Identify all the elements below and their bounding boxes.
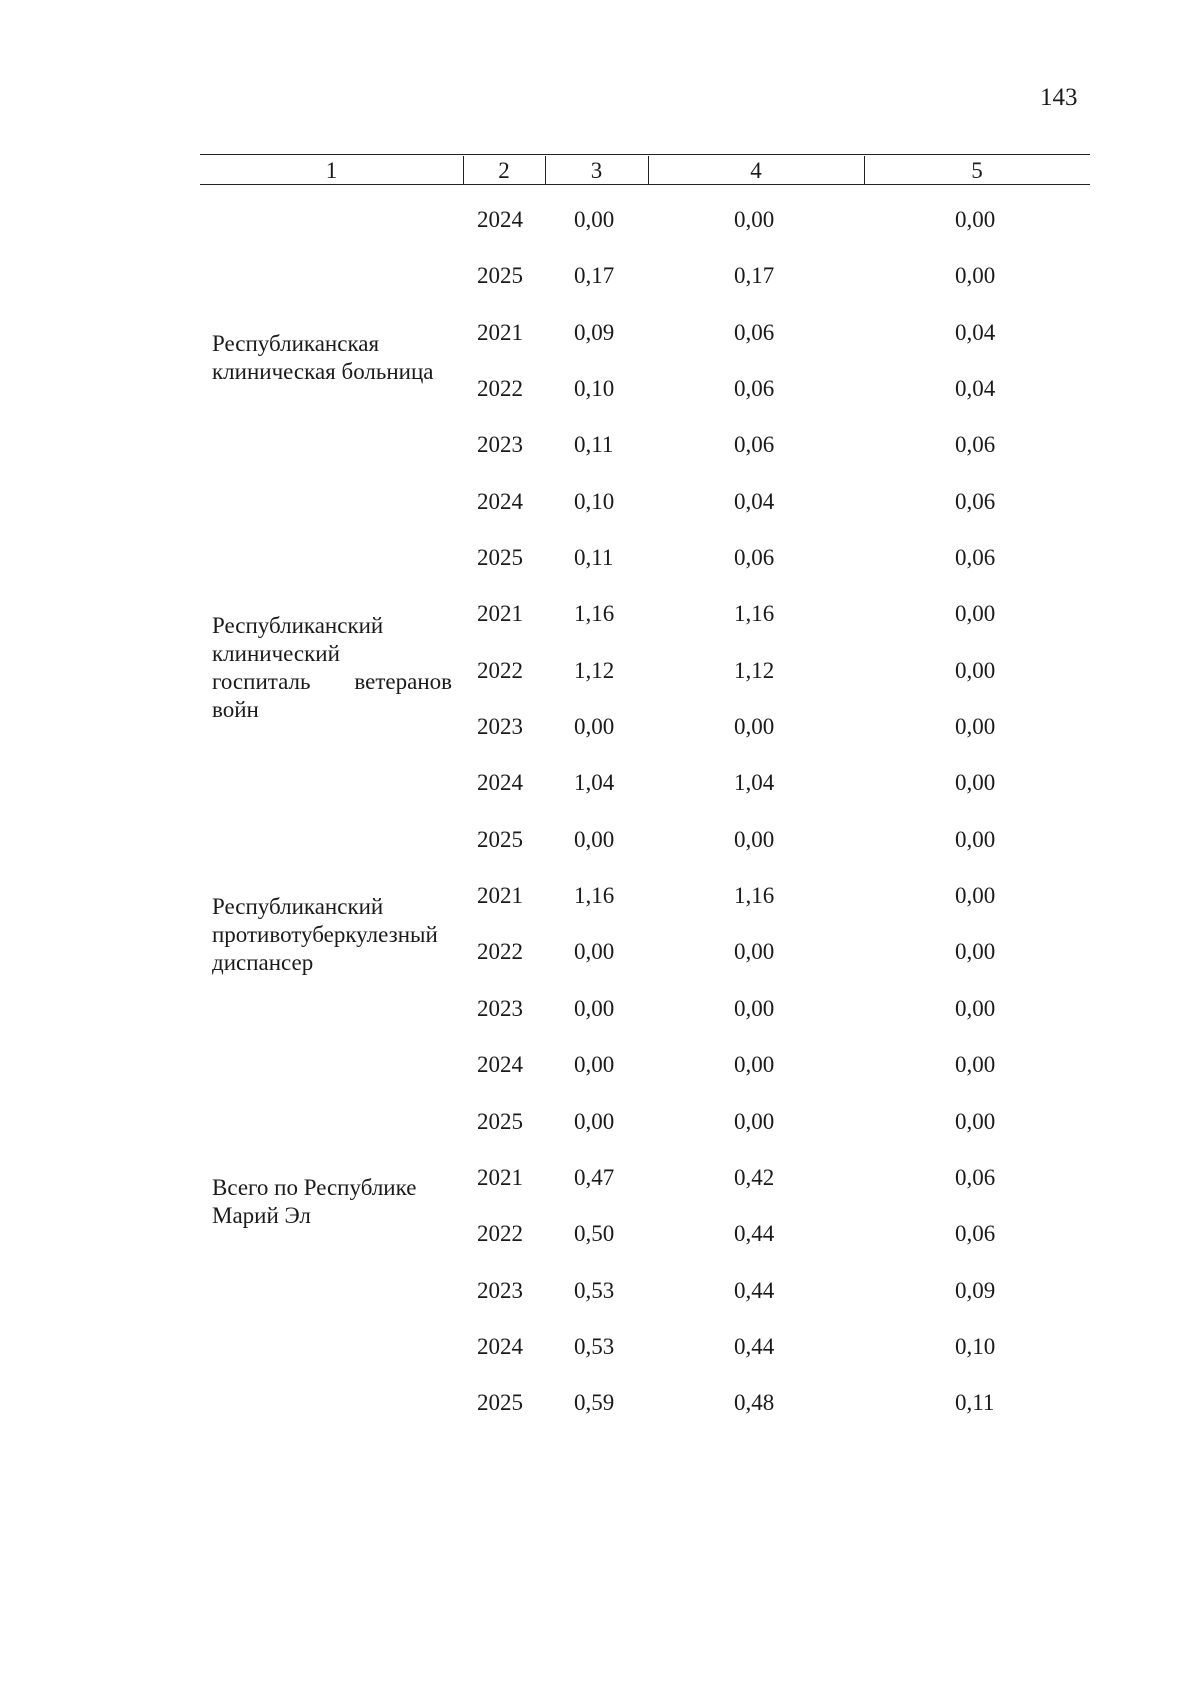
- header-col-3: 3: [590, 158, 603, 183]
- col4-cell: 0,00: [734, 714, 775, 740]
- col4-cell: 0,00: [734, 995, 775, 1021]
- col5-cell: 0,00: [955, 714, 996, 740]
- col5-cell: 0,11: [955, 1390, 995, 1416]
- year-cell: 2025: [477, 826, 523, 852]
- col5-cell: 0,04: [955, 376, 996, 402]
- col3-cell: 1,16: [574, 601, 615, 627]
- org-label-hospital: [212, 330, 452, 386]
- col3-cell: 0,00: [574, 207, 615, 232]
- col3-cell: 0,59: [574, 1390, 615, 1416]
- col4-cell: 0,00: [734, 826, 775, 852]
- org-label-line: войн: [212, 697, 259, 722]
- col3-cell: 0,00: [574, 826, 615, 852]
- col5-cell: 0,00: [955, 770, 996, 796]
- col4-cell: 0,44: [734, 1277, 775, 1303]
- table-row: [0, 996, 1200, 1052]
- col4-cell: 0,04: [734, 488, 775, 514]
- col4-cell: 0,00: [734, 939, 775, 965]
- year-cell: 2025: [477, 1390, 523, 1416]
- year-cell: 2022: [477, 376, 523, 402]
- header-col-2: 2: [498, 158, 510, 183]
- col5-cell: 0,00: [955, 883, 996, 909]
- col5-cell: 0,00: [955, 995, 996, 1021]
- col3-cell: 0,47: [574, 1164, 615, 1190]
- table-row: [0, 601, 1200, 657]
- col5-cell: 0,00: [955, 939, 996, 965]
- header-col-4: 4: [750, 158, 762, 183]
- table-row: [0, 714, 1200, 770]
- col4-cell: 1,12: [734, 657, 775, 683]
- org-label-line: диспансер: [212, 950, 314, 975]
- col3-cell: 0,53: [574, 1277, 615, 1303]
- col5-cell: 0,06: [955, 1221, 996, 1247]
- table-row: [0, 1221, 1200, 1277]
- col3-cell: 0,00: [574, 995, 615, 1021]
- col3-cell: 0,50: [574, 1221, 615, 1247]
- year-cell: 2024: [477, 1333, 523, 1359]
- org-label-line: Марий Эл: [212, 1203, 311, 1228]
- header-col-1: 1: [325, 158, 338, 183]
- table-body: [0, 207, 1200, 1447]
- col5-cell: 0,00: [955, 657, 996, 683]
- col3-cell: 0,11: [574, 432, 614, 458]
- col3-cell: 0,17: [574, 263, 615, 289]
- col3-cell: 1,16: [574, 883, 615, 909]
- col5-cell: 0,00: [955, 1108, 996, 1134]
- year-cell: 2023: [477, 1277, 523, 1303]
- table-row: [0, 1390, 1200, 1446]
- col3-cell: 0,00: [574, 939, 615, 965]
- year-cell: 2023: [477, 432, 523, 458]
- col4-cell: 0,44: [734, 1333, 775, 1359]
- org-label-total: [212, 1174, 452, 1230]
- col4-cell: 0,06: [734, 319, 775, 345]
- table-row: [0, 1109, 1200, 1165]
- table-header-bottom-rule: [200, 184, 1090, 185]
- table-row: [0, 1278, 1200, 1334]
- table-row: [0, 207, 1200, 263]
- col4-cell: 0,44: [734, 1221, 775, 1247]
- col3-cell: 1,12: [574, 657, 615, 683]
- org-label-tb-dispensary: [212, 893, 452, 977]
- header-col-5: 5: [971, 158, 983, 183]
- table-row: [0, 1165, 1200, 1221]
- col4-cell: 0,42: [734, 1164, 775, 1190]
- year-cell: 2023: [477, 714, 523, 740]
- col4-cell: 0,06: [734, 545, 775, 571]
- col5-cell: 0,06: [955, 432, 996, 458]
- year-cell: 2021: [477, 1164, 523, 1190]
- table-row: [0, 658, 1200, 714]
- table-row: [0, 489, 1200, 545]
- table-row: [0, 545, 1200, 601]
- col4-cell: 0,00: [734, 1108, 775, 1134]
- year-cell: 2024: [477, 488, 523, 514]
- table-row: [0, 320, 1200, 376]
- col3-cell: 0,10: [574, 376, 615, 402]
- table-row: [0, 1052, 1200, 1108]
- col4-cell: 0,48: [734, 1390, 775, 1416]
- year-cell: 2025: [477, 263, 523, 289]
- col5-cell: 0,09: [955, 1277, 996, 1303]
- col4-cell: 0,00: [734, 1052, 775, 1078]
- col3-cell: 0,00: [574, 1052, 615, 1078]
- table-row: [0, 376, 1200, 432]
- org-label-line: Республиканский: [212, 894, 384, 919]
- year-cell: 2021: [477, 883, 523, 909]
- col3-cell: 0,09: [574, 319, 615, 345]
- year-cell: 2024: [477, 770, 523, 796]
- col3-cell: 0,53: [574, 1333, 615, 1359]
- org-label-word: госпиталь: [212, 669, 311, 694]
- table-header-top-rule: [200, 154, 1090, 155]
- col5-cell: 0,06: [955, 488, 996, 514]
- col4-cell: 0,06: [734, 432, 775, 458]
- col4-cell: 1,04: [734, 770, 775, 796]
- col4-cell: 1,16: [734, 883, 775, 909]
- col3-cell: 0,00: [574, 714, 615, 740]
- table-row: [0, 770, 1200, 826]
- table-row: [0, 432, 1200, 488]
- col4-cell: 0,06: [734, 376, 775, 402]
- org-label-line: клинический: [212, 641, 340, 666]
- page-number: 143: [1040, 84, 1078, 111]
- col3-cell: 0,10: [574, 488, 615, 514]
- col3-cell: 1,04: [574, 770, 615, 796]
- year-cell: 2021: [477, 319, 523, 345]
- org-label-line: Республиканский: [212, 613, 384, 638]
- col5-cell: 0,06: [955, 1164, 996, 1190]
- col4-cell: 0,17: [734, 263, 775, 289]
- table-row: [0, 883, 1200, 939]
- year-cell: 2024: [477, 1052, 523, 1078]
- col4-cell: 1,16: [734, 601, 775, 627]
- year-cell: 2022: [477, 1221, 523, 1247]
- org-label-line: противотуберкулезный: [212, 922, 438, 947]
- year-cell: 2021: [477, 601, 523, 627]
- org-label-line: клиническая больница: [212, 359, 434, 384]
- org-label-veterans-hospital: [212, 612, 452, 724]
- table-row: [0, 1334, 1200, 1390]
- col5-cell: 0,00: [955, 1052, 996, 1078]
- year-cell: 2024: [477, 207, 523, 232]
- col3-cell: 0,11: [574, 545, 614, 571]
- col5-cell: 0,00: [955, 826, 996, 852]
- org-label-line: Республиканская: [212, 331, 380, 356]
- year-cell: 2022: [477, 939, 523, 965]
- col5-cell: 0,06: [955, 545, 996, 571]
- col5-cell: 0,04: [955, 319, 996, 345]
- col3-cell: 0,00: [574, 1108, 615, 1134]
- year-cell: 2023: [477, 995, 523, 1021]
- org-label-word: ветеранов: [354, 669, 452, 694]
- year-cell: 2025: [477, 545, 523, 571]
- org-label-line-justified: [212, 668, 452, 696]
- year-cell: 2022: [477, 657, 523, 683]
- table-row: [0, 263, 1200, 319]
- col4-cell: 0,00: [734, 207, 775, 232]
- col5-cell: 0,00: [955, 601, 996, 627]
- year-cell: 2025: [477, 1108, 523, 1134]
- col5-cell: 0,00: [955, 263, 996, 289]
- table-row: [0, 827, 1200, 883]
- col5-cell: 0,10: [955, 1333, 996, 1359]
- org-label-line: Всего по Республике: [212, 1175, 417, 1200]
- table-row: [0, 939, 1200, 995]
- col5-cell: 0,00: [955, 207, 996, 232]
